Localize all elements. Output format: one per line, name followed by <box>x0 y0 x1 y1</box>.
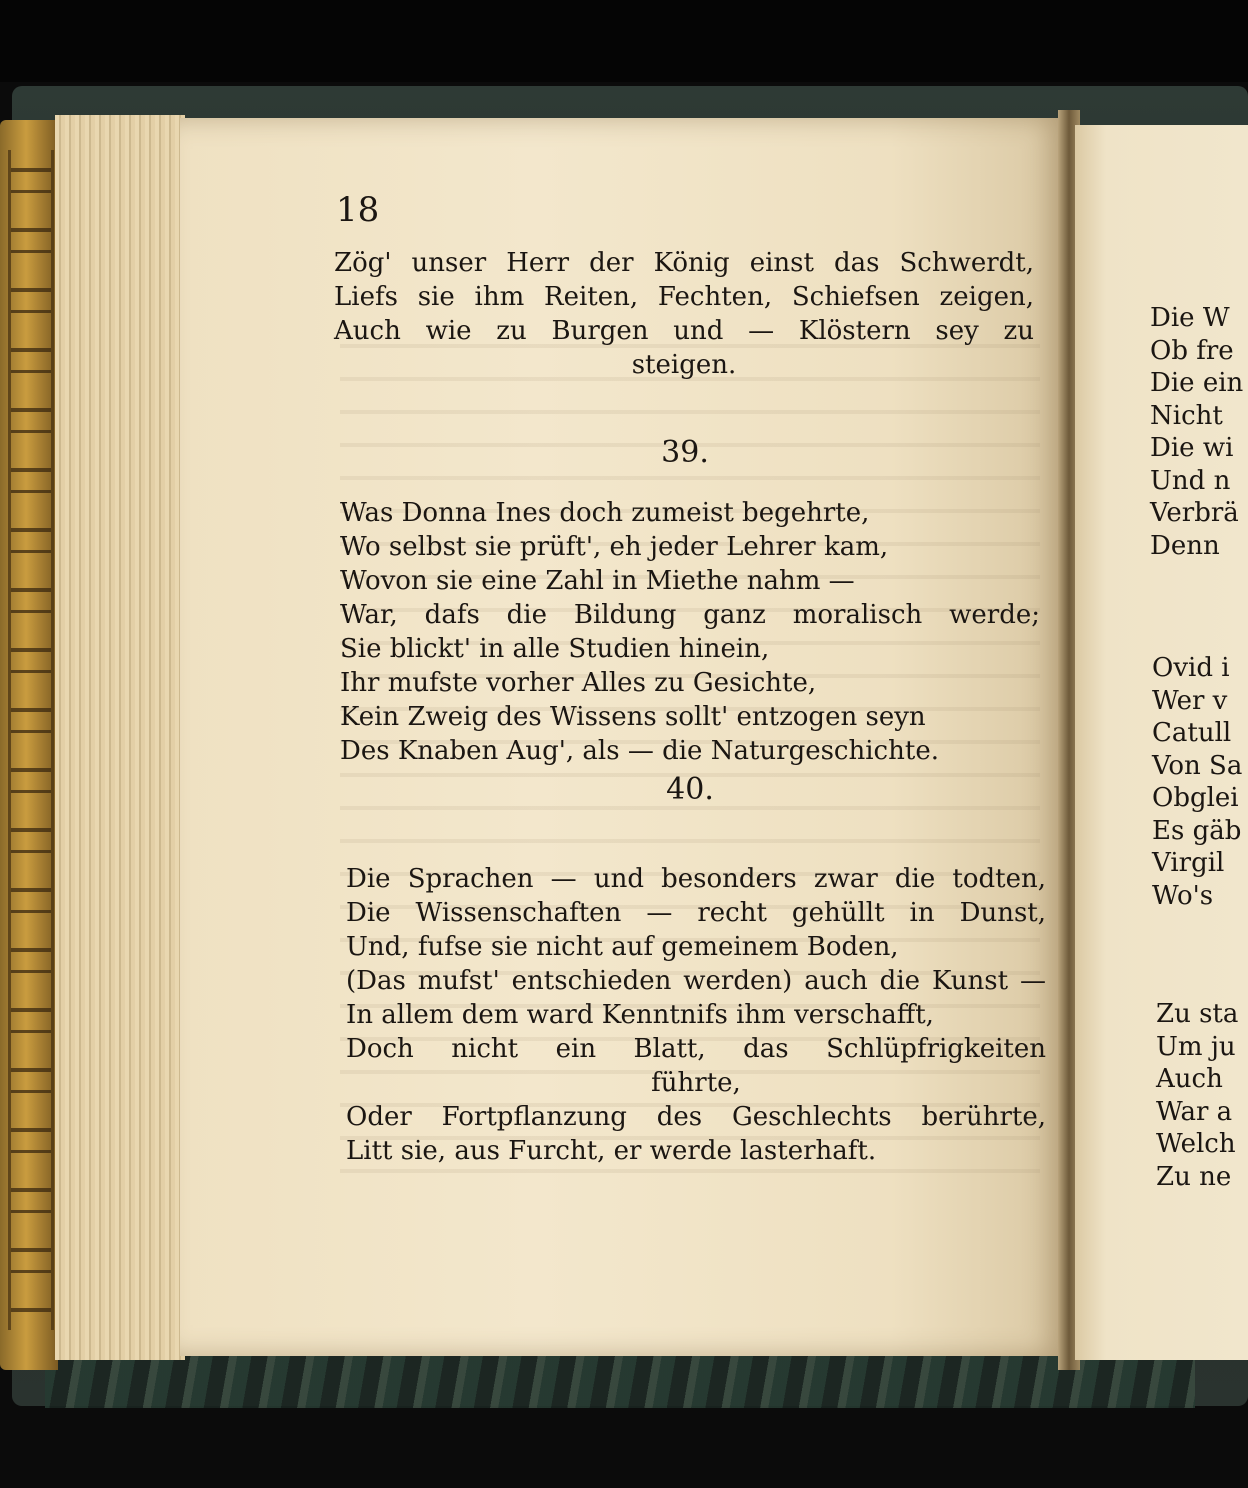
verse-fragment: Welch <box>1156 1129 1236 1159</box>
verse-line: Die Sprachen — und besonders zwar die todten, <box>346 864 1046 894</box>
page-number: 18 <box>336 190 380 230</box>
verse-line: Wovon sie eine Zahl in Miethe nahm — <box>340 566 855 596</box>
verse-fragment: Virgil <box>1152 848 1225 878</box>
verse-line: Doch nicht ein Blatt, das Schlüpfrigkeiten <box>346 1034 1046 1064</box>
verse-fragment: Nicht <box>1150 400 1223 431</box>
verse-line: Sie blickt' in alle Studien hinein, <box>340 634 770 664</box>
stanza-number: 40. <box>666 772 714 807</box>
verse-line: In allem dem ward Kenntnifs ihm verschafft, <box>346 1000 934 1030</box>
stanza-number: 39. <box>661 435 709 470</box>
verse-line: Und, fufse sie nicht auf gemeinem Boden, <box>346 932 899 962</box>
verse-fragment: Es gäb <box>1152 815 1242 846</box>
verse-line: Litt sie, aus Furcht, er werde lasterhaft. <box>346 1136 877 1166</box>
right-page-block-2 <box>1152 652 1242 912</box>
verse-fragment: Verbrä <box>1150 498 1239 528</box>
verse-line: führte, <box>651 1068 741 1098</box>
scan-background <box>0 0 1248 82</box>
verse-line: Kein Zweig des Wissens sollt' entzogen seyn <box>340 702 926 732</box>
page-edges <box>55 115 185 1360</box>
verse-line: Was Donna Ines doch zumeist begehrte, <box>340 498 870 528</box>
verse-line: Zög' unser Herr der König einst das Schwerdt, <box>334 248 1034 278</box>
verse-fragment: Die ein <box>1150 368 1244 398</box>
verse-line: Oder Fortpflanzung des Geschlechts berührte, <box>346 1102 1046 1132</box>
verse-line: Des Knaben Aug', als — die Naturgeschichte. <box>340 736 939 766</box>
stanza-intro <box>334 246 1034 382</box>
verse-fragment: Und n <box>1150 465 1231 496</box>
right-page-block-1 <box>1150 302 1243 562</box>
verse-line: steigen. <box>631 350 737 380</box>
stanza-40 <box>346 862 1046 1168</box>
verse-fragment: Catull <box>1152 718 1232 748</box>
verse-fragment: Ovid i <box>1152 653 1230 683</box>
stanza-39 <box>340 496 1040 768</box>
verse-fragment: Wo's <box>1152 880 1214 911</box>
verse-fragment: Die W <box>1150 303 1230 333</box>
verse-line: Auch wie zu Burgen und — Klöstern sey zu <box>334 316 1034 346</box>
verse-fragment: Auch <box>1156 1064 1223 1094</box>
right-page-block-3 <box>1156 998 1238 1193</box>
verse-fragment: War a <box>1156 1096 1233 1127</box>
verse-line: (Das mufst' entschieden werden) auch die Kunst — <box>346 966 1046 996</box>
verse-line: Liefs sie ihm Reiten, Fechten, Schiefsen zeigen, <box>334 282 1034 312</box>
verse-line: Wo selbst sie prüft', eh jeder Lehrer kam, <box>340 532 889 562</box>
verse-fragment: Um ju <box>1156 1031 1236 1062</box>
verse-line: War, dafs die Bildung ganz moralisch werde; <box>340 600 1040 630</box>
spine-ornament <box>8 150 54 1330</box>
verse-fragment: Denn <box>1150 530 1220 561</box>
verse-fragment: Ob fre <box>1150 335 1234 366</box>
verse-fragment: Obglei <box>1152 783 1239 813</box>
verse-fragment: Zu ne <box>1156 1161 1232 1192</box>
verse-fragment: Zu sta <box>1156 999 1239 1029</box>
verse-fragment: Die wi <box>1150 433 1234 463</box>
verse-line: Die Wissenschaften — recht gehüllt in Dunst, <box>346 898 1046 928</box>
verse-fragment: Wer v <box>1152 685 1228 716</box>
marbled-cover-edge <box>45 1352 1195 1408</box>
verse-fragment: Von Sa <box>1152 750 1243 781</box>
verse-line: Ihr mufste vorher Alles zu Gesichte, <box>340 668 817 698</box>
